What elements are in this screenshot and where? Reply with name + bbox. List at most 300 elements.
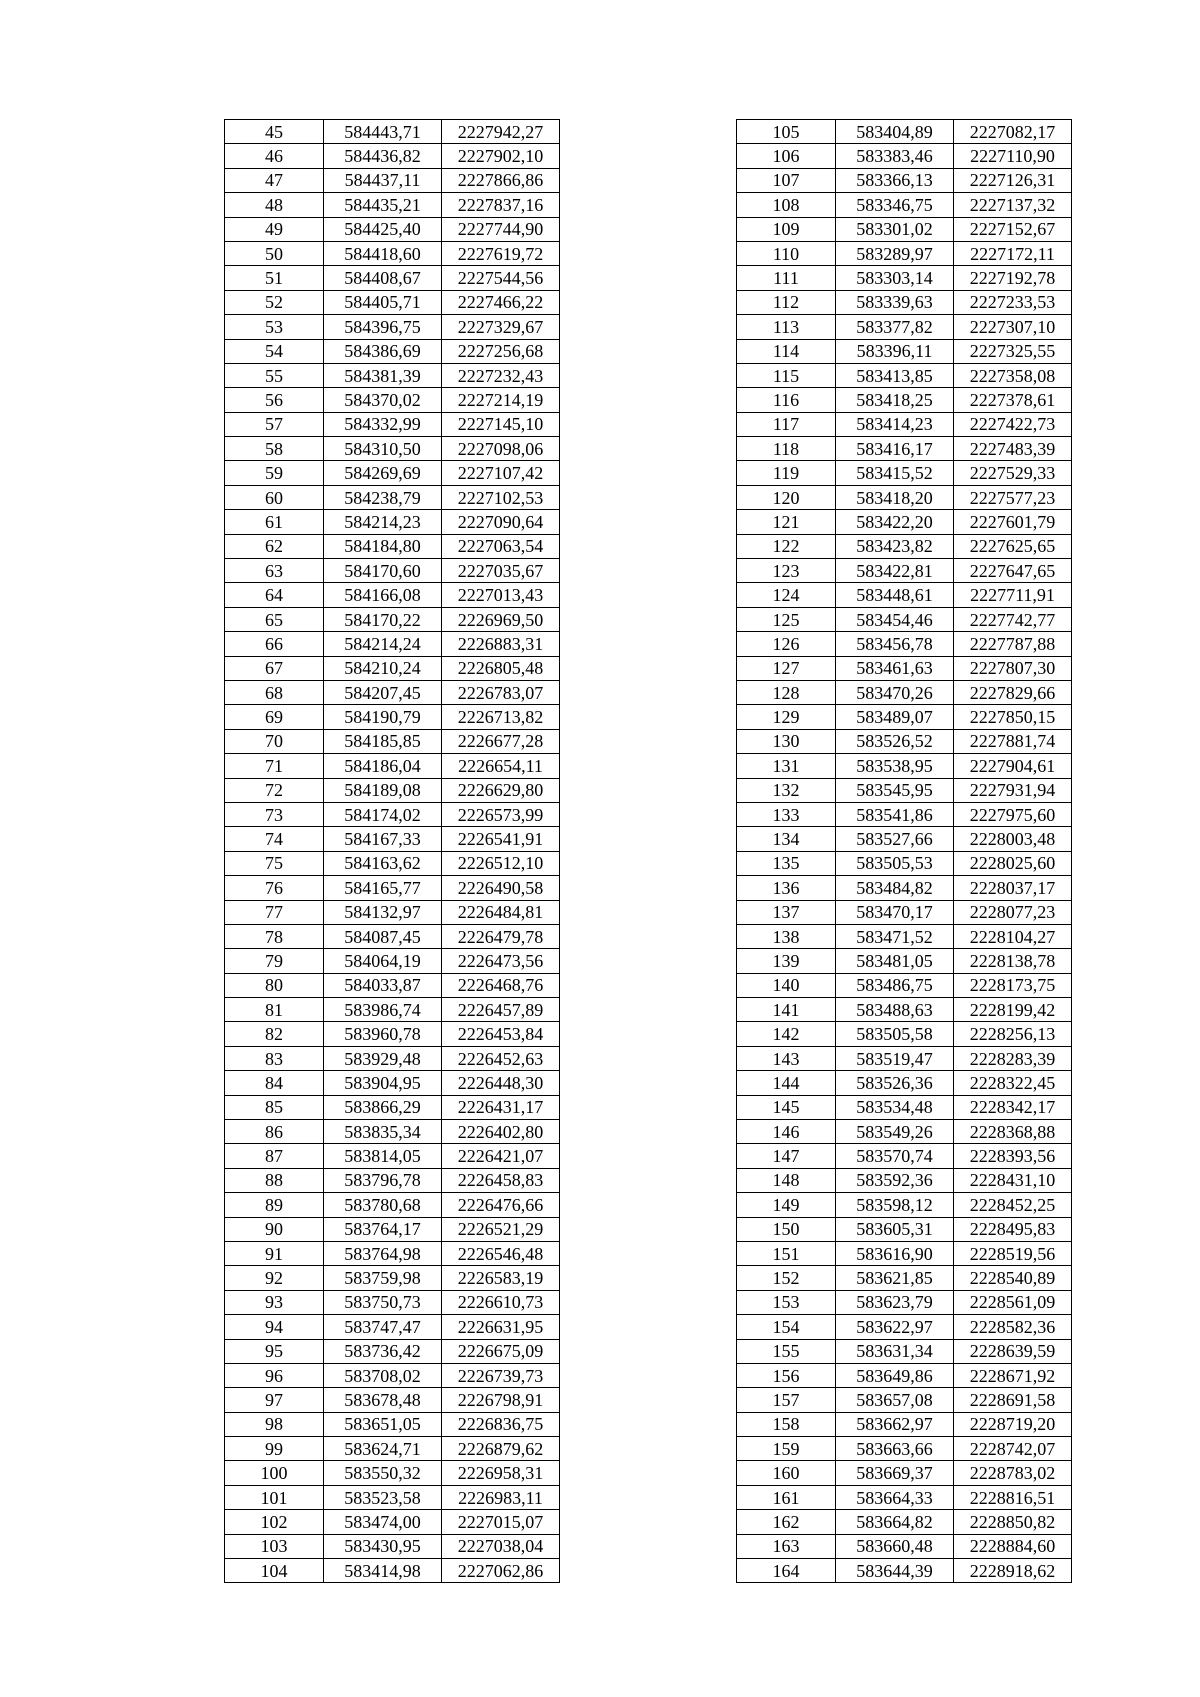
- y-coordinate-cell: 2228431,10: [954, 1168, 1072, 1192]
- x-coordinate-cell: 583708,02: [324, 1363, 442, 1387]
- table-row: [225, 1510, 560, 1534]
- x-coordinate-cell: 583505,53: [836, 851, 954, 875]
- y-coordinate-cell: 2228691,58: [954, 1388, 1072, 1412]
- point-number-cell: 73: [225, 802, 324, 826]
- table-row: [225, 1363, 560, 1387]
- y-coordinate-cell: 2227035,67: [442, 559, 560, 583]
- point-number-cell: 140: [737, 973, 836, 997]
- table-row: [737, 315, 1072, 339]
- point-number-cell: 141: [737, 998, 836, 1022]
- y-coordinate-cell: 2227744,90: [442, 217, 560, 241]
- point-number-cell: 109: [737, 217, 836, 241]
- point-number-cell: 110: [737, 241, 836, 265]
- point-number-cell: 63: [225, 559, 324, 583]
- y-coordinate-cell: 2226541,91: [442, 827, 560, 851]
- y-coordinate-cell: 2226512,10: [442, 851, 560, 875]
- x-coordinate-cell: 584132,97: [324, 900, 442, 924]
- point-number-cell: 59: [225, 461, 324, 485]
- point-number-cell: 71: [225, 754, 324, 778]
- x-coordinate-cell: 584186,04: [324, 754, 442, 778]
- point-number-cell: 112: [737, 290, 836, 314]
- point-number-cell: 61: [225, 510, 324, 534]
- point-number-cell: 85: [225, 1095, 324, 1119]
- x-coordinate-cell: 583621,85: [836, 1266, 954, 1290]
- table-row: [737, 1120, 1072, 1144]
- table-row: [737, 290, 1072, 314]
- table-row: [737, 193, 1072, 217]
- point-number-cell: 130: [737, 729, 836, 753]
- table-row: [225, 680, 560, 704]
- table-row: [225, 900, 560, 924]
- y-coordinate-cell: 2227110,90: [954, 144, 1072, 168]
- point-number-cell: 49: [225, 217, 324, 241]
- table-row: [225, 1193, 560, 1217]
- table-row: [737, 1461, 1072, 1485]
- point-number-cell: 69: [225, 705, 324, 729]
- x-coordinate-cell: 584386,69: [324, 339, 442, 363]
- x-coordinate-cell: 584443,71: [324, 120, 442, 144]
- y-coordinate-cell: 2226783,07: [442, 680, 560, 704]
- y-coordinate-cell: 2227013,43: [442, 583, 560, 607]
- y-coordinate-cell: 2227063,54: [442, 534, 560, 558]
- x-coordinate-cell: 583669,37: [836, 1461, 954, 1485]
- y-coordinate-cell: 2227329,67: [442, 315, 560, 339]
- x-coordinate-cell: 583605,31: [836, 1217, 954, 1241]
- table-row: [737, 1510, 1072, 1534]
- x-coordinate-cell: 583346,75: [836, 193, 954, 217]
- table-row: [737, 632, 1072, 656]
- x-coordinate-cell: 584165,77: [324, 876, 442, 900]
- x-coordinate-cell: 584238,79: [324, 485, 442, 509]
- point-number-cell: 159: [737, 1437, 836, 1461]
- y-coordinate-cell: 2227975,60: [954, 802, 1072, 826]
- y-coordinate-cell: 2227577,23: [954, 485, 1072, 509]
- y-coordinate-cell: 2226484,81: [442, 900, 560, 924]
- point-number-cell: 121: [737, 510, 836, 534]
- point-number-cell: 139: [737, 949, 836, 973]
- table-row: [737, 998, 1072, 1022]
- y-coordinate-cell: 2227038,04: [442, 1534, 560, 1558]
- point-number-cell: 96: [225, 1363, 324, 1387]
- table-row: [225, 461, 560, 485]
- y-coordinate-cell: 2228540,89: [954, 1266, 1072, 1290]
- point-number-cell: 102: [225, 1510, 324, 1534]
- table-row: [225, 802, 560, 826]
- table-row: [737, 1363, 1072, 1387]
- point-number-cell: 52: [225, 290, 324, 314]
- point-number-cell: 123: [737, 559, 836, 583]
- x-coordinate-cell: 583624,71: [324, 1437, 442, 1461]
- table-row: [737, 1534, 1072, 1558]
- x-coordinate-cell: 584064,19: [324, 949, 442, 973]
- point-number-cell: 68: [225, 680, 324, 704]
- table-row: [225, 1144, 560, 1168]
- x-coordinate-cell: 583541,86: [836, 802, 954, 826]
- y-coordinate-cell: 2226805,48: [442, 656, 560, 680]
- table-row: [225, 851, 560, 875]
- point-number-cell: 117: [737, 412, 836, 436]
- table-row: [737, 1315, 1072, 1339]
- point-number-cell: 146: [737, 1120, 836, 1144]
- y-coordinate-cell: 2227256,68: [442, 339, 560, 363]
- point-number-cell: 154: [737, 1315, 836, 1339]
- point-number-cell: 104: [225, 1559, 324, 1583]
- point-number-cell: 149: [737, 1193, 836, 1217]
- point-number-cell: 87: [225, 1144, 324, 1168]
- y-coordinate-cell: 2227866,86: [442, 168, 560, 192]
- point-number-cell: 54: [225, 339, 324, 363]
- table-row: [737, 144, 1072, 168]
- table-row: [225, 363, 560, 387]
- x-coordinate-cell: 584190,79: [324, 705, 442, 729]
- x-coordinate-cell: 584381,39: [324, 363, 442, 387]
- table-row: [737, 924, 1072, 948]
- coordinates-table-left: [224, 119, 560, 1583]
- point-number-cell: 128: [737, 680, 836, 704]
- point-number-cell: 138: [737, 924, 836, 948]
- x-coordinate-cell: 584163,62: [324, 851, 442, 875]
- y-coordinate-cell: 2226610,73: [442, 1290, 560, 1314]
- y-coordinate-cell: 2228368,88: [954, 1120, 1072, 1144]
- point-number-cell: 119: [737, 461, 836, 485]
- point-number-cell: 145: [737, 1095, 836, 1119]
- x-coordinate-cell: 583526,36: [836, 1071, 954, 1095]
- x-coordinate-cell: 583662,97: [836, 1412, 954, 1436]
- y-coordinate-cell: 2227601,79: [954, 510, 1072, 534]
- table-row: [737, 339, 1072, 363]
- x-coordinate-cell: 583415,52: [836, 461, 954, 485]
- coordinates-table-right: [736, 119, 1072, 1583]
- point-number-cell: 62: [225, 534, 324, 558]
- y-coordinate-cell: 2226490,58: [442, 876, 560, 900]
- point-number-cell: 126: [737, 632, 836, 656]
- x-coordinate-cell: 583484,82: [836, 876, 954, 900]
- table-row: [225, 583, 560, 607]
- y-coordinate-cell: 2228173,75: [954, 973, 1072, 997]
- point-number-cell: 101: [225, 1485, 324, 1509]
- x-coordinate-cell: 583422,81: [836, 559, 954, 583]
- y-coordinate-cell: 2227325,55: [954, 339, 1072, 363]
- x-coordinate-cell: 584214,24: [324, 632, 442, 656]
- point-number-cell: 90: [225, 1217, 324, 1241]
- table-row: [225, 705, 560, 729]
- table-row: [737, 1559, 1072, 1583]
- point-number-cell: 155: [737, 1339, 836, 1363]
- x-coordinate-cell: 584418,60: [324, 241, 442, 265]
- point-number-cell: 163: [737, 1534, 836, 1558]
- x-coordinate-cell: 583644,39: [836, 1559, 954, 1583]
- table-row: [225, 510, 560, 534]
- point-number-cell: 136: [737, 876, 836, 900]
- table-row: [225, 1241, 560, 1265]
- x-coordinate-cell: 584170,22: [324, 607, 442, 631]
- point-number-cell: 157: [737, 1388, 836, 1412]
- table-row: [225, 998, 560, 1022]
- x-coordinate-cell: 583570,74: [836, 1144, 954, 1168]
- point-number-cell: 114: [737, 339, 836, 363]
- x-coordinate-cell: 583623,79: [836, 1290, 954, 1314]
- point-number-cell: 156: [737, 1363, 836, 1387]
- point-number-cell: 137: [737, 900, 836, 924]
- y-coordinate-cell: 2227062,86: [442, 1559, 560, 1583]
- table-row: [737, 1022, 1072, 1046]
- x-coordinate-cell: 583664,33: [836, 1485, 954, 1509]
- table-row: [225, 656, 560, 680]
- table-row: [737, 1339, 1072, 1363]
- point-number-cell: 83: [225, 1046, 324, 1070]
- table-row: [737, 705, 1072, 729]
- x-coordinate-cell: 583414,98: [324, 1559, 442, 1583]
- x-coordinate-cell: 583631,34: [836, 1339, 954, 1363]
- point-number-cell: 129: [737, 705, 836, 729]
- point-number-cell: 53: [225, 315, 324, 339]
- x-coordinate-cell: 583550,32: [324, 1461, 442, 1485]
- y-coordinate-cell: 2226458,83: [442, 1168, 560, 1192]
- table-row: [225, 437, 560, 461]
- table-row: [737, 266, 1072, 290]
- x-coordinate-cell: 583474,00: [324, 1510, 442, 1534]
- x-coordinate-cell: 584437,11: [324, 168, 442, 192]
- y-coordinate-cell: 2226452,63: [442, 1046, 560, 1070]
- y-coordinate-cell: 2227850,15: [954, 705, 1072, 729]
- point-number-cell: 48: [225, 193, 324, 217]
- x-coordinate-cell: 584210,24: [324, 656, 442, 680]
- x-coordinate-cell: 583383,46: [836, 144, 954, 168]
- x-coordinate-cell: 583929,48: [324, 1046, 442, 1070]
- y-coordinate-cell: 2227942,27: [442, 120, 560, 144]
- y-coordinate-cell: 2226883,31: [442, 632, 560, 656]
- table-row: [225, 607, 560, 631]
- point-number-cell: 50: [225, 241, 324, 265]
- point-number-cell: 78: [225, 924, 324, 948]
- x-coordinate-cell: 583736,42: [324, 1339, 442, 1363]
- x-coordinate-cell: 583461,63: [836, 656, 954, 680]
- table-row: [737, 388, 1072, 412]
- table-row: [225, 339, 560, 363]
- y-coordinate-cell: 2226879,62: [442, 1437, 560, 1461]
- point-number-cell: 64: [225, 583, 324, 607]
- table-row: [225, 1168, 560, 1192]
- x-coordinate-cell: 583471,52: [836, 924, 954, 948]
- table-row: [225, 1534, 560, 1558]
- x-coordinate-cell: 583366,13: [836, 168, 954, 192]
- y-coordinate-cell: 2227232,43: [442, 363, 560, 387]
- point-number-cell: 122: [737, 534, 836, 558]
- y-coordinate-cell: 2227015,07: [442, 1510, 560, 1534]
- point-number-cell: 60: [225, 485, 324, 509]
- point-number-cell: 45: [225, 120, 324, 144]
- point-number-cell: 153: [737, 1290, 836, 1314]
- point-number-cell: 66: [225, 632, 324, 656]
- table-row: [225, 1266, 560, 1290]
- point-number-cell: 144: [737, 1071, 836, 1095]
- table-row: [225, 266, 560, 290]
- table-row: [737, 802, 1072, 826]
- table-row: [737, 1241, 1072, 1265]
- table-row: [737, 217, 1072, 241]
- x-coordinate-cell: 583422,20: [836, 510, 954, 534]
- point-number-cell: 131: [737, 754, 836, 778]
- y-coordinate-cell: 2226583,19: [442, 1266, 560, 1290]
- x-coordinate-cell: 583866,29: [324, 1095, 442, 1119]
- y-coordinate-cell: 2228322,45: [954, 1071, 1072, 1095]
- x-coordinate-cell: 583396,11: [836, 339, 954, 363]
- x-coordinate-cell: 583663,66: [836, 1437, 954, 1461]
- point-number-cell: 115: [737, 363, 836, 387]
- table-row: [737, 1437, 1072, 1461]
- point-number-cell: 160: [737, 1461, 836, 1485]
- point-number-cell: 76: [225, 876, 324, 900]
- x-coordinate-cell: 583664,82: [836, 1510, 954, 1534]
- y-coordinate-cell: 2228884,60: [954, 1534, 1072, 1558]
- point-number-cell: 55: [225, 363, 324, 387]
- point-number-cell: 134: [737, 827, 836, 851]
- point-number-cell: 95: [225, 1339, 324, 1363]
- y-coordinate-cell: 2228918,62: [954, 1559, 1072, 1583]
- table-row: [737, 900, 1072, 924]
- y-coordinate-cell: 2227544,56: [442, 266, 560, 290]
- table-row: [225, 241, 560, 265]
- x-coordinate-cell: 583534,48: [836, 1095, 954, 1119]
- x-coordinate-cell: 583505,58: [836, 1022, 954, 1046]
- y-coordinate-cell: 2227625,65: [954, 534, 1072, 558]
- table-row: [225, 949, 560, 973]
- table-row: [737, 485, 1072, 509]
- point-number-cell: 92: [225, 1266, 324, 1290]
- table-row: [225, 1559, 560, 1583]
- point-number-cell: 47: [225, 168, 324, 192]
- x-coordinate-cell: 583301,02: [836, 217, 954, 241]
- table-row: [737, 1485, 1072, 1509]
- table-row: [737, 754, 1072, 778]
- x-coordinate-cell: 583796,78: [324, 1168, 442, 1192]
- x-coordinate-cell: 583960,78: [324, 1022, 442, 1046]
- x-coordinate-cell: 583488,63: [836, 998, 954, 1022]
- y-coordinate-cell: 2227378,61: [954, 388, 1072, 412]
- point-number-cell: 125: [737, 607, 836, 631]
- table-row: [225, 290, 560, 314]
- x-coordinate-cell: 583418,20: [836, 485, 954, 509]
- x-coordinate-cell: 584332,99: [324, 412, 442, 436]
- y-coordinate-cell: 2228639,59: [954, 1339, 1072, 1363]
- y-coordinate-cell: 2227307,10: [954, 315, 1072, 339]
- point-number-cell: 164: [737, 1559, 836, 1583]
- table-row: [225, 1315, 560, 1339]
- point-number-cell: 57: [225, 412, 324, 436]
- point-number-cell: 152: [737, 1266, 836, 1290]
- table-row: [737, 1144, 1072, 1168]
- y-coordinate-cell: 2227145,10: [442, 412, 560, 436]
- table-row: [737, 851, 1072, 875]
- table-row: [737, 412, 1072, 436]
- table-row: [225, 193, 560, 217]
- table-row: [737, 1290, 1072, 1314]
- table-row: [225, 1071, 560, 1095]
- x-coordinate-cell: 583414,23: [836, 412, 954, 436]
- y-coordinate-cell: 2227787,88: [954, 632, 1072, 656]
- table-row: [225, 120, 560, 144]
- point-number-cell: 161: [737, 1485, 836, 1509]
- table-row: [225, 217, 560, 241]
- table-row: [225, 1339, 560, 1363]
- x-coordinate-cell: 583750,73: [324, 1290, 442, 1314]
- y-coordinate-cell: 2226836,75: [442, 1412, 560, 1436]
- table-row: [737, 534, 1072, 558]
- table-row: [225, 1437, 560, 1461]
- x-coordinate-cell: 583622,97: [836, 1315, 954, 1339]
- y-coordinate-cell: 2227483,39: [954, 437, 1072, 461]
- x-coordinate-cell: 583430,95: [324, 1534, 442, 1558]
- y-coordinate-cell: 2228519,56: [954, 1241, 1072, 1265]
- y-coordinate-cell: 2226473,56: [442, 949, 560, 973]
- y-coordinate-cell: 2226421,07: [442, 1144, 560, 1168]
- point-number-cell: 135: [737, 851, 836, 875]
- x-coordinate-cell: 584408,67: [324, 266, 442, 290]
- x-coordinate-cell: 583986,74: [324, 998, 442, 1022]
- table-row: [737, 680, 1072, 704]
- point-number-cell: 111: [737, 266, 836, 290]
- y-coordinate-cell: 2228719,20: [954, 1412, 1072, 1436]
- table-row: [737, 120, 1072, 144]
- table-row: [225, 412, 560, 436]
- coordinates-table-body: [225, 120, 560, 1583]
- x-coordinate-cell: 583470,26: [836, 680, 954, 704]
- x-coordinate-cell: 583377,82: [836, 315, 954, 339]
- y-coordinate-cell: 2228003,48: [954, 827, 1072, 851]
- y-coordinate-cell: 2228077,23: [954, 900, 1072, 924]
- y-coordinate-cell: 2227807,30: [954, 656, 1072, 680]
- y-coordinate-cell: 2226448,30: [442, 1071, 560, 1095]
- table-row: [225, 754, 560, 778]
- table-row: [225, 315, 560, 339]
- point-number-cell: 97: [225, 1388, 324, 1412]
- y-coordinate-cell: 2226453,84: [442, 1022, 560, 1046]
- point-number-cell: 113: [737, 315, 836, 339]
- point-number-cell: 143: [737, 1046, 836, 1070]
- y-coordinate-cell: 2228256,13: [954, 1022, 1072, 1046]
- x-coordinate-cell: 583764,17: [324, 1217, 442, 1241]
- x-coordinate-cell: 583416,17: [836, 437, 954, 461]
- y-coordinate-cell: 2228495,83: [954, 1217, 1072, 1241]
- x-coordinate-cell: 583538,95: [836, 754, 954, 778]
- table-row: [737, 1412, 1072, 1436]
- table-row: [737, 241, 1072, 265]
- y-coordinate-cell: 2226969,50: [442, 607, 560, 631]
- x-coordinate-cell: 583545,95: [836, 778, 954, 802]
- x-coordinate-cell: 583616,90: [836, 1241, 954, 1265]
- table-row: [737, 1168, 1072, 1192]
- point-number-cell: 89: [225, 1193, 324, 1217]
- point-number-cell: 151: [737, 1241, 836, 1265]
- point-number-cell: 84: [225, 1071, 324, 1095]
- x-coordinate-cell: 583657,08: [836, 1388, 954, 1412]
- point-number-cell: 127: [737, 656, 836, 680]
- point-number-cell: 148: [737, 1168, 836, 1192]
- y-coordinate-cell: 2226573,99: [442, 802, 560, 826]
- y-coordinate-cell: 2227422,73: [954, 412, 1072, 436]
- point-number-cell: 88: [225, 1168, 324, 1192]
- coordinates-table-body: [737, 120, 1072, 1583]
- y-coordinate-cell: 2228138,78: [954, 949, 1072, 973]
- table-row: [737, 461, 1072, 485]
- x-coordinate-cell: 583764,98: [324, 1241, 442, 1265]
- table-row: [225, 144, 560, 168]
- x-coordinate-cell: 584167,33: [324, 827, 442, 851]
- table-row: [225, 1120, 560, 1144]
- table-row: [737, 363, 1072, 387]
- y-coordinate-cell: 2227082,17: [954, 120, 1072, 144]
- x-coordinate-cell: 584184,80: [324, 534, 442, 558]
